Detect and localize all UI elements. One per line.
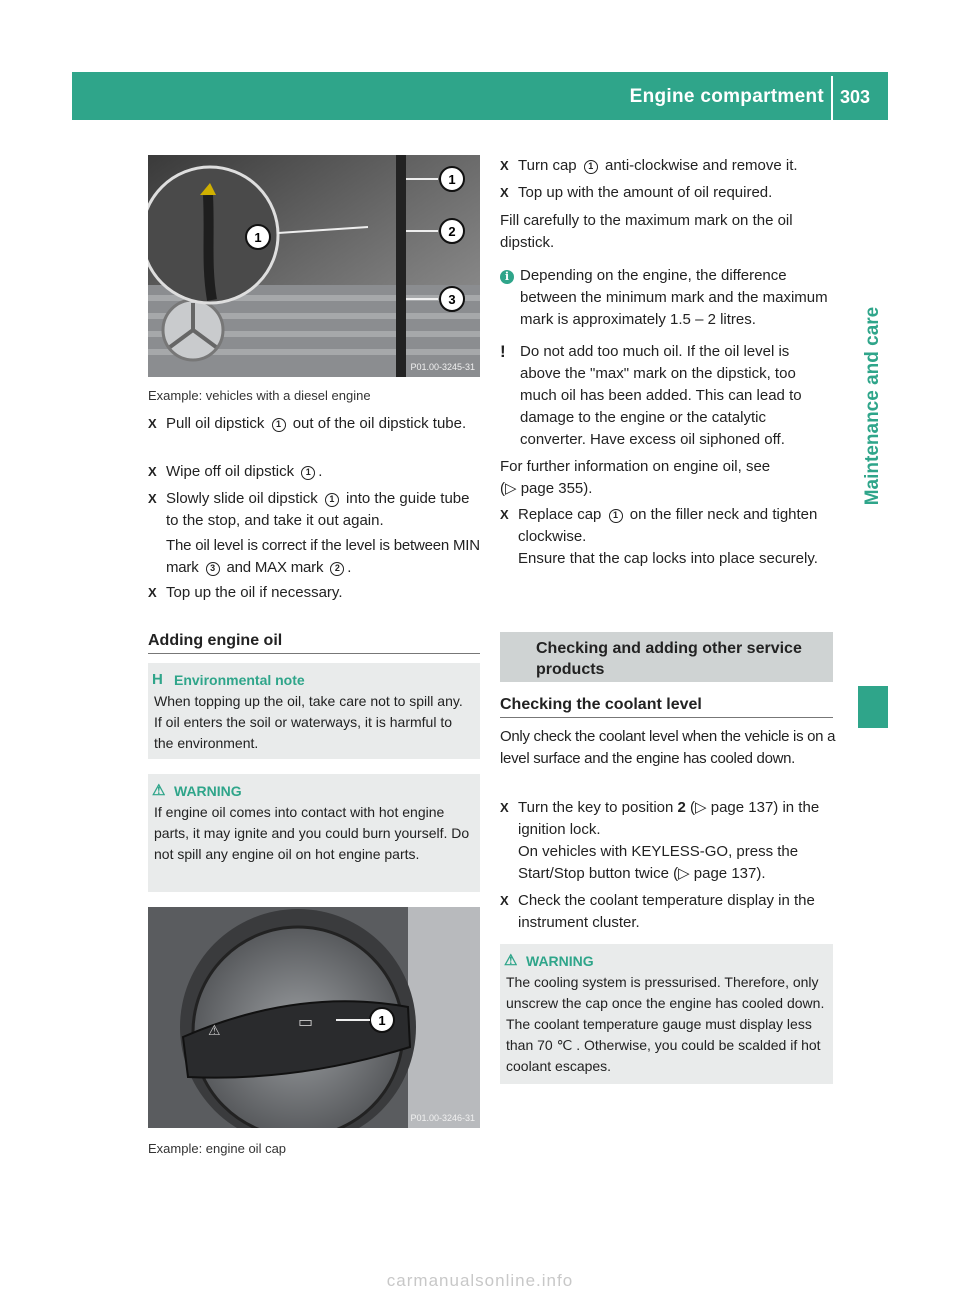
section-rule bbox=[148, 653, 480, 654]
info-icon: i bbox=[500, 270, 514, 284]
info-note: i Depending on the engine, the difference between the minimum mark and the maximum mark is approximately 1.5 – 2 litres. bbox=[500, 265, 833, 331]
svg-text:⚠: ⚠ bbox=[208, 1023, 221, 1039]
photo1-callout-2: 2 bbox=[448, 224, 456, 239]
step-arrow-icon: X bbox=[148, 585, 157, 600]
exclamation-icon: ! bbox=[500, 342, 506, 361]
warning-triangle-icon: ⚠ bbox=[504, 952, 518, 969]
step-arrow-icon: X bbox=[500, 185, 509, 200]
side-tab bbox=[858, 140, 888, 672]
photo1-callout-1b: 1 bbox=[448, 172, 456, 187]
callout-ref: 1 bbox=[325, 493, 339, 507]
coolant-intro-text: Only check the coolant level when the vehicle is on a level surface and the engine has cooled down. bbox=[500, 728, 836, 767]
step-replace-cap: X Replace cap 1 on the filler neck and tighten clockwise. Ensure that the cap locks into place securely. bbox=[500, 506, 818, 567]
dipstick-illustration bbox=[148, 155, 480, 377]
header-separator bbox=[831, 76, 833, 120]
callout-ref: 3 bbox=[206, 562, 220, 576]
section-rule bbox=[500, 717, 833, 718]
callout-ref: 1 bbox=[301, 466, 315, 480]
fill-carefully-text: Fill carefully to the maximum mark on the oil dipstick. bbox=[500, 212, 793, 251]
page-number: 303 bbox=[840, 87, 871, 107]
section-adding-engine-oil: Adding engine oil bbox=[148, 632, 283, 649]
photo2-callout-1: 1 bbox=[378, 1013, 386, 1028]
step-arrow-icon: X bbox=[148, 464, 157, 479]
oil-level-result: The oil level is correct if the level is between MIN mark 3 and MAX mark 2 . bbox=[166, 537, 480, 576]
environmental-note-box: H Environmental note When topping up the oil, take care not to spill any. If oil enters the soil or waterways, it is harmful to the environment. bbox=[148, 663, 480, 759]
heading-other-service-products: Checking and adding other service products bbox=[500, 632, 833, 682]
caption-oil-cap: Example: engine oil cap bbox=[148, 1141, 287, 1156]
step-pull-dipstick: X Pull oil dipstick 1 out of the oil dipstick tube. bbox=[148, 413, 480, 435]
callout-ref: 2 bbox=[330, 562, 344, 576]
step-slide-dipstick: X Slowly slide oil dipstick 1 into the guide tube to the stop, and take it out again. bbox=[148, 490, 470, 529]
oil-cap-photo bbox=[148, 907, 480, 1128]
side-tab-label: Maintenance and care bbox=[862, 306, 883, 506]
warning-box-oil: ⚠ WARNING If engine oil comes into contact with hot engine parts, it may ignite and you could burn yourself. Do not spill any engine oil on hot engine parts. bbox=[148, 774, 480, 892]
warning-triangle-icon: ⚠ bbox=[152, 782, 166, 799]
further-info-text: For further information on engine oil, see (▷ page 355). bbox=[500, 456, 833, 500]
page-title: Engine compartment bbox=[629, 86, 824, 107]
side-tab-marker bbox=[858, 686, 888, 728]
photo1-callout-3: 3 bbox=[448, 292, 456, 307]
step-arrow-icon: X bbox=[500, 507, 509, 522]
step-top-up-oil: X Top up with the amount of oil required. bbox=[500, 182, 833, 204]
page-ref-link[interactable]: (▷ page 355). bbox=[500, 480, 593, 497]
section-coolant-level: Checking the coolant level bbox=[500, 696, 702, 713]
photo1-callout-1a: 1 bbox=[254, 230, 262, 245]
step-turn-cap: X Turn cap 1 anti-clockwise and remove it. bbox=[500, 155, 833, 177]
dipstick-photo bbox=[148, 155, 480, 377]
step-arrow-icon: X bbox=[148, 416, 157, 431]
callout-ref: 1 bbox=[272, 418, 286, 432]
callout-ref: 1 bbox=[609, 509, 623, 523]
oil-cap-illustration bbox=[148, 907, 480, 1128]
step-arrow-icon: X bbox=[500, 158, 509, 173]
step-arrow-icon: X bbox=[500, 893, 509, 908]
warning-box-coolant: ⚠ WARNING The cooling system is pressurised. Therefore, only unscrew the cap once the engine has cooled down. The coolant temperature gauge must display less than 70 ℃ . Otherwise, you could be scalded if hot coolant escapes. bbox=[500, 944, 833, 1084]
step-wipe-dipstick: X Wipe off oil dipstick 1 . bbox=[148, 461, 480, 483]
step-arrow-icon: X bbox=[500, 800, 509, 815]
step-check-coolant: X Check the coolant temperature display in the instrument cluster. bbox=[500, 892, 815, 931]
photo1-code: P01.00-3245-31 bbox=[410, 362, 475, 372]
watermark: carmanualsonline.info bbox=[386, 1271, 574, 1290]
callout-ref: 1 bbox=[584, 160, 598, 174]
caution-note: ! Do not add too much oil. If the oil level is above the "max" mark on the dipstick, too much oil has been added. This can lead to damage to the engine or the catalytic converter. Have excess oil siphoned off. bbox=[500, 342, 802, 448]
caption-diesel: Example: vehicles with a diesel engine bbox=[148, 388, 371, 403]
environment-icon: H bbox=[152, 671, 163, 688]
step-turn-key: X Turn the key to position 2 (▷ page 137) in the ignition lock. On vehicles with KEYLESS-GO, press the Start/Stop button twice (▷ page 137). bbox=[500, 799, 820, 882]
photo2-code: P01.00-3246-31 bbox=[410, 1113, 475, 1123]
step-arrow-icon: X bbox=[148, 491, 157, 506]
svg-text:▭: ▭ bbox=[298, 1012, 314, 1031]
step-top-up: X Top up the oil if necessary. bbox=[148, 582, 480, 604]
